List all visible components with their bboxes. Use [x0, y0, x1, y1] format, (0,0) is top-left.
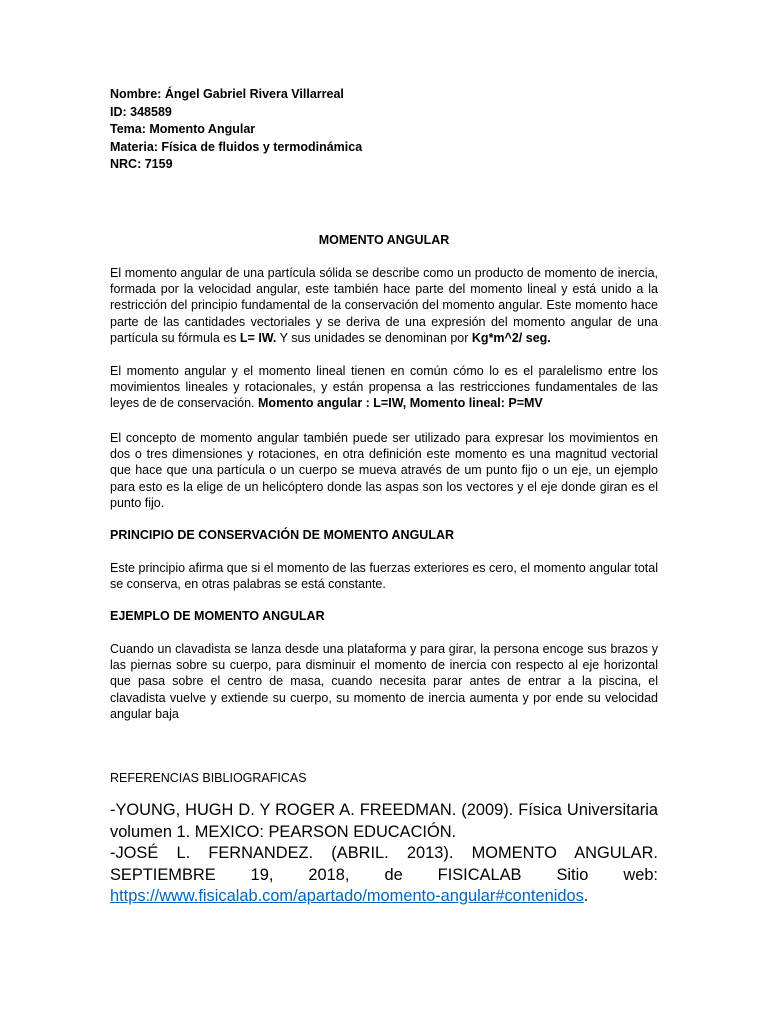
paragraph-definition-mid: Y sus unidades se denominan por [276, 330, 472, 345]
formula-angular-momentum: L= IW. [239, 330, 277, 345]
paragraph-comparison [110, 363, 658, 412]
paragraph-concept: El concepto de momento angular también puede ser utilizado para expresar los movimientos en dos o tres dimensiones y rotaciones, en otra definición este momento es una magnitud vectorial que hace que una partícula o un cuerpo se mueva através de um punto fijo o un eje, un ejemplo para esto es la elige de un helicóptero donde las aspas son los vectores y el eje donde giran es el punto fijo. [110, 431, 658, 510]
paragraph-definition-text: El momento angular de una partícula sólida se describe como un producto de momento de inercia, formada por la velocidad angular, este también hace parte del momento lineal y está unido a la restricción del principio fundamental de la conservación del momento angular. Este momento hace parte de las cantidades vectoriales y se deriva de una expresión del momento angular de una partícula su fórmula es [110, 266, 658, 345]
units: Kg*m^2/ seg. [471, 330, 551, 345]
paragraph-example: Cuando un clavadista se lanza desde una plataforma y para girar, la persona encoge sus brazos y las piernas sobre su cuerpo, para disminuir el momento de inercia con respecto al eje horizontal que pasa sobre el centro de masa, cuando necesita parar antes de entrar a la piscina, el clavadista vuelve y extiende su cuerpo, su momento de inercia aumenta y por ende su velocidad angular baja [110, 642, 658, 721]
reference-link[interactable]: https://www.fisicalab.com/apartado/momento-angular#contenidos [110, 887, 584, 905]
subject: Materia: Física de fluidos y termodinámica [110, 139, 363, 154]
student-info [110, 86, 362, 174]
student-name: Nombre: Ángel Gabriel Rivera Villarreal [110, 87, 344, 101]
student-id: ID: 348589 [110, 104, 172, 119]
reference-end: . [583, 887, 589, 905]
reference-item [110, 843, 658, 908]
paragraph-principle: Este principio afirma que si el momento de las fuerzas exteriores es cero, el momento angular total se conserva, en otras palabras se está constante. [110, 561, 658, 592]
topic: Tema: Momento Angular [110, 122, 256, 136]
paragraph-comparison-text: El momento angular y el momento lineal tienen en común cómo lo es el paralelismo entre los movimientos lineales y rotacionales, y están propensa a las restricciones fundamentales de las leyes de de conservación. [110, 364, 658, 411]
heading-principle: PRINCIPIO DE CONSERVACIÓN DE MOMENTO ANGULAR [110, 528, 455, 542]
references [110, 800, 658, 908]
nrc: NRC: 7159 [110, 157, 173, 171]
references-title: REFERENCIAS BIBLIOGRAFICAS [110, 771, 307, 785]
paragraph-definition [110, 265, 658, 346]
reference-text: -JOSÉ L. FERNANDEZ. (ABRIL. 2013). MOMENTO ANGULAR. SEPTIEMBRE 19, 2018, de FISICALAB Sitio web: [110, 844, 658, 884]
reference-item: -YOUNG, HUGH D. Y ROGER A. FREEDMAN. (2009). Física Universitaria volumen 1. MEXICO: PEARSON EDUCACIÓN. [110, 801, 658, 841]
formulas: Momento angular : L=IW, Momento lineal: P=MV [258, 396, 543, 411]
document-title: MOMENTO ANGULAR [318, 233, 450, 247]
heading-example: EJEMPLO DE MOMENTO ANGULAR [110, 609, 325, 623]
